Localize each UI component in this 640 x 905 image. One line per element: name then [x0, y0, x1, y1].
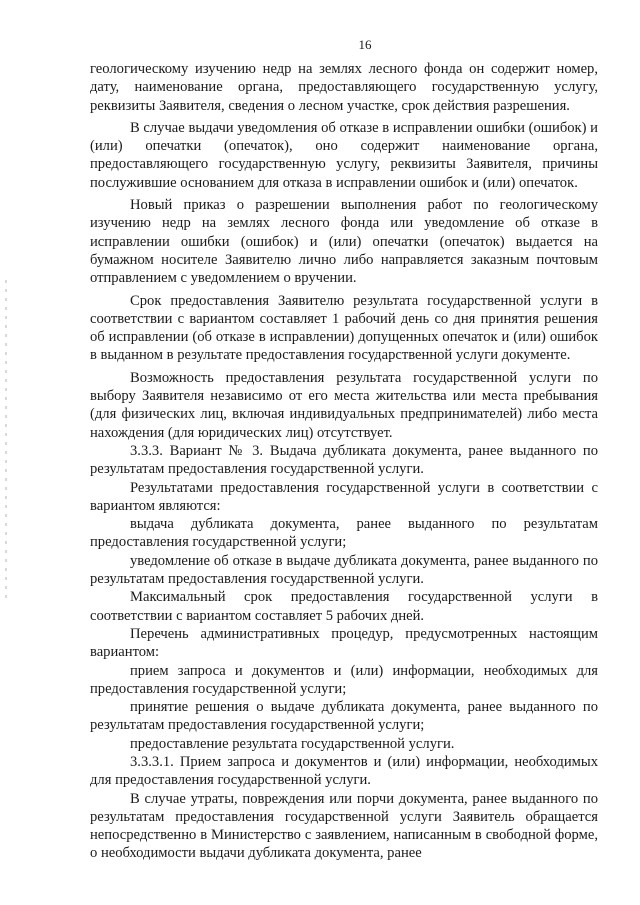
paragraph-results-intro: Результатами предоставления государственной услуги в соответствии с вариантом являются:	[90, 479, 598, 514]
paragraph-new-order-delivery: Новый приказ о разрешении выполнения работ по геологическому изучению недр на землях лесного фонда или уведомление об отказе в исправлении ошибки (ошибок) и (или) опечатки (опечаток) выдается на бумажном носителе Заявителю лично либо направляется заказным почтовым отправлением с уведомлением о вручении.	[90, 197, 598, 287]
page-number: 16	[358, 37, 372, 52]
list-item-duplicate-refusal: уведомление об отказе в выдаче дубликата документа, ранее выданного по результатам предоставления государственной услуги.	[90, 552, 598, 588]
list-item-result-delivery: предоставление результата государственной услуги.	[130, 735, 455, 752]
scan-margin-artifact	[5, 280, 7, 600]
paragraph-extraterritorial: Возможность предоставления результата государственной услуги по выбору Заявителя независимо от его места жительства или места пребывания (для физических лиц, включая индивидуальных предпринимателей) либо места нахождения (для юридических лиц) отсутствует.	[90, 369, 598, 441]
paragraph-continuation: геологическому изучению недр на землях лесного фонда он содержит номер, дату, наименование органа, предоставляющего государственную услугу, реквизиты Заявителя, сведения о лесном участке, срок действия разрешения.	[90, 61, 598, 114]
paragraph-loss-of-document: В случае утраты, повреждения или порчи документа, ранее выданного по результатам предоставления государственной услуги Заявитель обращается непосредственно в Министерство с заявлением, написанным в свободной форме, о необходимости выдачи дубликата документа, ранее	[90, 790, 598, 862]
list-item-request-intake: прием запроса и документов и (или) информации, необходимых для предоставления государственной услуги;	[90, 662, 598, 697]
section-heading-3-3-3-1: 3.3.3.1. Прием запроса и документов и (или) информации, необходимых для предоставления государственной услуги.	[90, 753, 598, 789]
paragraph-result-term: Срок предоставления Заявителю результата государственной услуги в соответствии с вариантом составляет 1 рабочий день со дня принятия решения об исправлении (об отказе в исправлении) допущенных опечаток и (или) ошибок в выданном в результате предоставления государственной услуги документе.	[90, 292, 598, 364]
list-item-duplicate-issue: выдача дубликата документа, ранее выданного по результатам предоставления государственной услуги;	[90, 516, 598, 551]
list-item-decision: принятие решения о выдаче дубликата документа, ранее выданного по результатам предоставления государственной услуги;	[90, 699, 598, 734]
document-body	[90, 60, 598, 863]
paragraph-procedures-intro: Перечень административных процедур, предусмотренных настоящим вариантом:	[90, 625, 598, 661]
paragraph-max-term: Максимальный срок предоставления государственной услуги в соответствии с вариантом составляет 5 рабочих дней.	[90, 589, 598, 624]
paragraph-refusal-notice: В случае выдачи уведомления об отказе в исправлении ошибки (ошибок) и (или) опечатки (опечаток), оно содержит наименование органа, предоставляющего государственную услугу, реквизиты Заявителя, причины послужившие основанием для отказа в исправлении ошибок и (или) опечаток.	[90, 119, 598, 191]
section-heading-3-3-3: 3.3.3. Вариант № 3. Выдача дубликата документа, ранее выданного по результатам предоставления государственной услуги.	[90, 442, 598, 478]
